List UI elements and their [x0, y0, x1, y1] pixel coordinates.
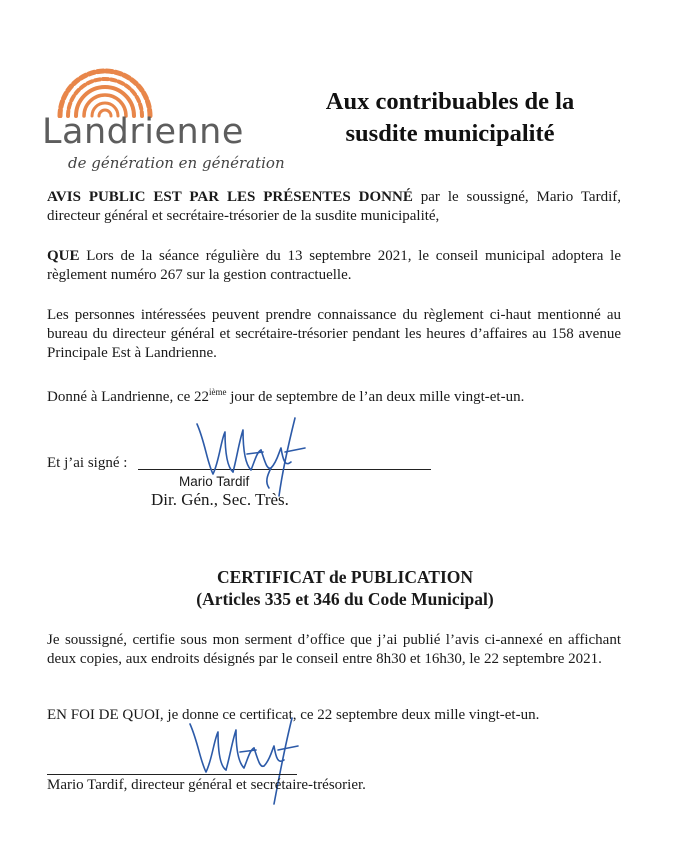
notice-paragraph-3: Les personnes intéressées peuvent prendre connaissance du règlement ci-haut mentionné au bureau du directeur général et secrétaire-trésorier pendant les heures d’affaires au 158 avenue Principale Est à Landrienne. — [47, 307, 621, 361]
notice-paragraph-4 — [47, 383, 621, 407]
certificate-title — [130, 566, 560, 610]
certificate-title-line-2: (Articles 335 et 346 du Code Municipal) — [196, 589, 494, 609]
signed-label: Et j’ai signé : — [47, 455, 128, 471]
que-keyword: QUE — [47, 248, 80, 264]
notice-paragraph-1 — [47, 188, 621, 226]
notice-heading: AVIS PUBLIC EST PAR LES PRÉSENTES DONNÉ — [47, 189, 413, 205]
given-at-date: jour de septembre de l’an deux mille vingt-et-un. — [226, 389, 525, 405]
certificate-signer: Mario Tardif, directeur général et secrétaire-trésorier. — [47, 777, 366, 793]
ordinal-suffix: ième — [209, 387, 227, 397]
signer-title: Dir. Gén., Sec. Très. — [151, 490, 289, 509]
notice-paragraph-2 — [47, 247, 621, 285]
title-line-2: susdite municipalité — [345, 120, 555, 147]
municipality-logo — [40, 68, 285, 178]
in-witness-paragraph: EN FOI DE QUOI, je donne ce certificat, ce 22 septembre deux mille vingt-et-un. — [47, 707, 540, 723]
certificate-title-line-1: CERTIFICAT de PUBLICATION — [216, 567, 474, 587]
page-title — [270, 86, 630, 150]
sun-arcs-icon — [50, 68, 160, 118]
given-at-text: Donné à Landrienne, ce 22 — [47, 389, 210, 405]
notice-text-1: par le soussigné, Mario Tardif, directeur général et secrétaire-trésorier de la susdite municipalité, — [47, 189, 622, 224]
signer-name: Mario Tardif — [179, 474, 250, 489]
logo-wordmark: Landrienne — [42, 112, 244, 152]
logo-tagline: de génération en génération — [68, 154, 285, 172]
signature-line — [138, 469, 431, 470]
certificate-paragraph: Je soussigné, certifie sous mon serment d’office que j’ai publié l’avis ci-annexé en affichant deux copies, aux endroits désignés par le conseil entre 8h30 et 16h30, le 22 septembre 2021. — [47, 632, 621, 667]
title-line-1: Aux contribuables de la — [325, 88, 575, 115]
signature-line-2 — [47, 774, 297, 775]
notice-text-2: Lors de la séance régulière du 13 septembre 2021, le conseil municipal adoptera le règlement numéro 267 sur la gestion contractuelle. — [47, 248, 621, 283]
handwritten-signature-2 — [180, 714, 310, 809]
